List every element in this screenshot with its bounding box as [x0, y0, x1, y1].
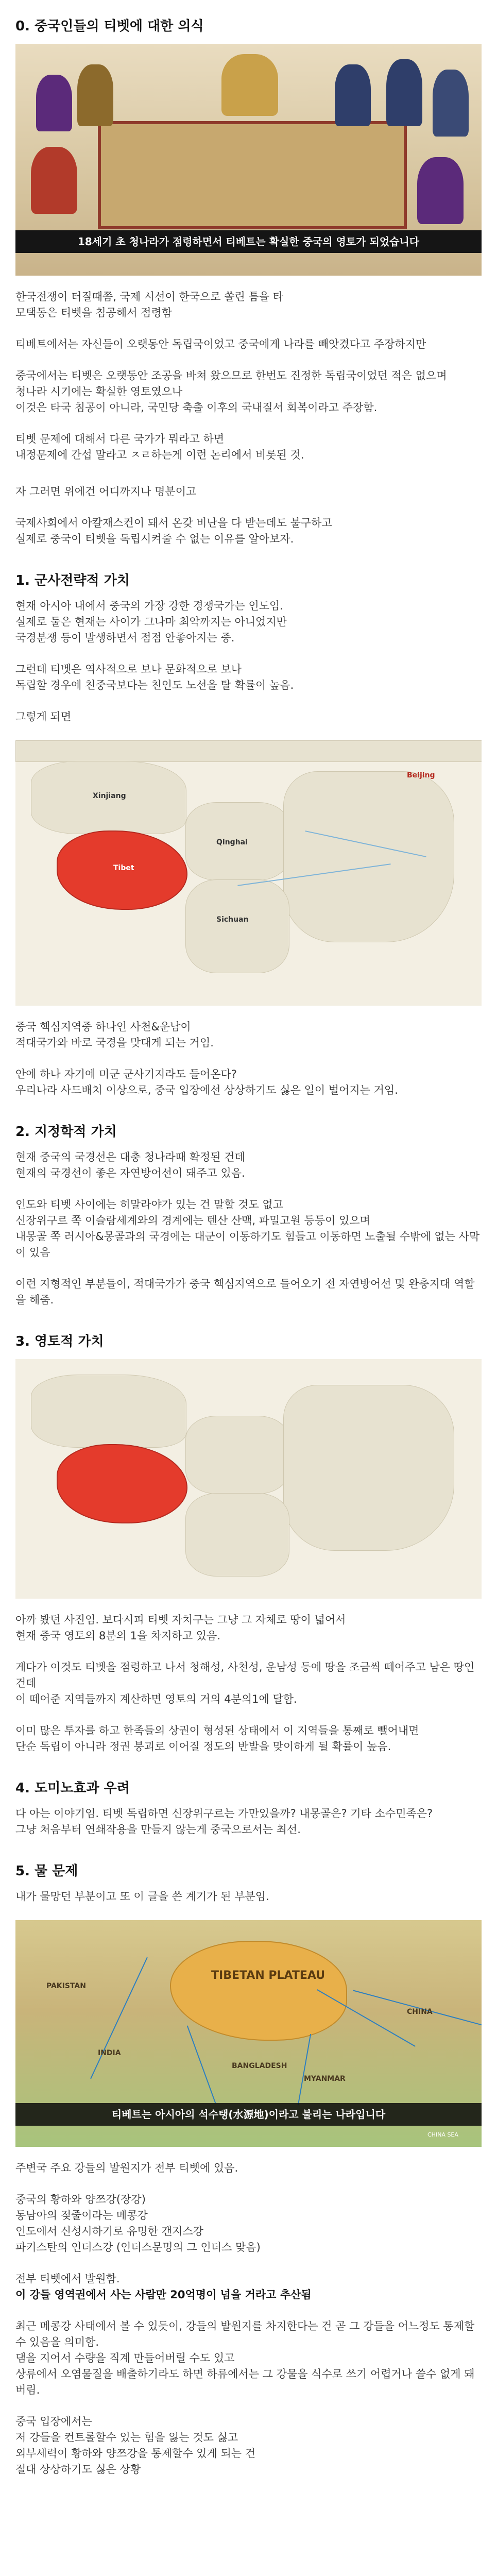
paragraph: 중국 입장에서는 저 강들을 컨트롤할수 있는 힘을 잃는 것도 싫고 외부세력이 황하와 양쯔강을 통제할수 있게 되는 건 절대 상상하기도 싫은 상황: [15, 2415, 256, 2476]
country-label: MYANMAR: [304, 2075, 346, 2083]
paragraph: 현재 아시아 내에서 중국의 가장 강한 경쟁국가는 인도임. 실제로 둘은 현재는 사이가 그나마 최악까지는 아니었지만 국경분쟁 등이 발생하면서 점점 안좋아지는 중.: [15, 600, 287, 644]
sea-label: CHINA SEA: [427, 2131, 458, 2138]
map-region-xinjiang: [31, 1375, 186, 1448]
china-tibet-map-2: [15, 1359, 482, 1599]
painting-figure: [31, 147, 77, 214]
painting-figure: [36, 75, 72, 131]
plateau-label: TIBETAN PLATEAU: [211, 1969, 325, 1982]
painting-figure: [335, 64, 371, 126]
paragraph: 안에 하나 자기에 미군 군사기지라도 들어온다? 우리나라 사드배치 이상으로, 중국 입장에선 상상하기도 싫은 일이 벌어지는 거임.: [15, 1068, 398, 1096]
map-region-sichuan: [185, 879, 289, 973]
paragraph: 주변국 주요 강들의 발원지가 전부 티벳에 있음.: [15, 2162, 238, 2174]
paragraph: 중국 핵심지역중 하나인 사천&운남이 적대국가와 바로 국경을 맞대게 되는 거임.: [15, 1021, 214, 1049]
paragraph: 그런데 티벳은 역사적으로 보나 문화적으로 보나 독립할 경우에 친중국보다는 친인도 노선을 탈 확률이 높음.: [15, 663, 294, 691]
country-label: INDIA: [98, 2049, 121, 2057]
map-region-east: [283, 1385, 454, 1551]
map-region-qinghai: [185, 1416, 289, 1494]
painting-figure: [221, 54, 278, 116]
map-region: [15, 740, 482, 762]
paragraph: 중국에서는 티벳은 오랫동안 조공을 바쳐 왔으므로 한번도 진정한 독립국이었던 적은 없으며 청나라 시기에는 확실한 영토였으나 이것은 타국 침공이 아니라, 국민당 축출 이후의 국내질서 회복이라고 주장함.: [15, 369, 447, 414]
painting-figure: [77, 64, 113, 126]
country-label: CHINA: [407, 2008, 433, 2016]
section-0-title: 0. 중국인들의 티벳에 대한 의식: [15, 19, 204, 34]
paragraph: 이미 많은 투자를 하고 한족들의 상권이 형성된 상태에서 이 지역들을 통째로 뺄어내면 단순 독립이 아니라 정권 붕괴로 이어질 정도의 반발을 맞이하게 될 확률이 높음.: [15, 1724, 419, 1753]
section-2-title: 2. 지정학적 가치: [15, 1124, 117, 1140]
paragraph-emphasis: 이 강들 영역권에서 사는 사람만 20억명이 넘을 거라고 추산됨: [15, 2289, 312, 2301]
paragraph: 티베트에서는 자신들이 오랫동안 독립국이었고 중국에게 나라를 빼앗겼다고 주장하지만: [15, 338, 426, 350]
painting-figure: [433, 70, 469, 137]
map-label: Qinghai: [216, 838, 248, 846]
painting-caption: [15, 230, 482, 253]
paragraph: 인도와 티벳 사이에는 히말라야가 있는 건 말할 것도 없고 신장위구르 쪽 이슬람세계와의 경계에는 텐산 산맥, 파밀고원 등등이 있으며 내몽골 쪽 러시아&몽골과의 국경에는 대군이 이동하기도 힘들고 이동하면 노출될 수밖에 없는 사막이 있음: [15, 1198, 480, 1259]
paragraph: 게다가 이것도 티벳을 점령하고 나서 청해성, 사천성, 운남성 등에 땅을 조금씩 떼어주고 남은 땅인건데 이 떼어준 지역들까지 계산하면 영토의 거의 4분의1에 달함.: [15, 1661, 475, 1705]
painting-figure: [386, 59, 422, 126]
paragraph: 자 그러면 위에건 어디까지나 명분이고: [15, 485, 197, 498]
river-line: [90, 1957, 148, 2079]
tibetan-plateau-rivers-map: [15, 1920, 482, 2147]
river-line: [298, 2034, 311, 2105]
qing-court-painting: [15, 44, 482, 276]
map-tibet-highlight: [57, 1444, 187, 1523]
painting-figure: [417, 157, 464, 224]
paragraph: 그렇게 되면: [15, 710, 72, 723]
section-3-title: 3. 영토적 가치: [15, 1334, 104, 1349]
china-tibet-map: [15, 740, 482, 1006]
paragraph: 전부 티벳에서 발원함.: [15, 2273, 120, 2285]
map-label: Sichuan: [216, 916, 249, 924]
painting-rug: [98, 121, 407, 229]
map-label: Beijing: [407, 771, 435, 779]
map-label: Tibet: [113, 864, 134, 872]
paragraph: 이런 지형적인 부분들이, 적대국가가 중국 핵심지역으로 들어오기 전 자연방어선 및 완충지대 역할을 해줌.: [15, 1278, 475, 1306]
river-line: [187, 2025, 216, 2103]
map-region-sichuan: [185, 1493, 289, 1577]
country-label: BANGLADESH: [232, 2062, 287, 2070]
map-label: Xinjiang: [93, 792, 126, 800]
paragraph: 최근 메콩강 사태에서 볼 수 있듯이, 강들의 발원지를 차지한다는 건 곧 그 강들을 어느정도 통제할 수 있음을 의미함. 댐을 지어서 수량을 직계 만들어버릴 수도 있고 상류에서 오염물질을 배출하기라도 하면 하류에서는 그 강물을 식수로 쓰기 어렵거나 쓸수 없게 돼버림.: [15, 2320, 475, 2396]
paragraph: 티벳 문제에 대해서 다른 국가가 뭐라고 하면 내정문제에 간섭 말라고 ㅈㄹ하는게 이런 논리에서 비롯된 것.: [15, 433, 304, 461]
country-label: PAKISTAN: [46, 1982, 86, 1990]
section-4-title: 4. 도미노효과 우려: [15, 1781, 130, 1796]
paragraph: 한국전쟁이 터질때쯤, 국제 시선이 한국으로 쏠린 틈을 타 모택동은 티벳을 침공해서 점령함: [15, 291, 283, 319]
section-1-title: 1. 군사전략적 가치: [15, 573, 130, 588]
paragraph: 다 아는 이야기임. 티벳 독립하면 신장위구르는 가만있을까? 내몽골은? 기타 소수민족은? 그냥 처음부터 연쇄작용을 만들지 않는게 중국으로서는 최선.: [15, 1807, 433, 1836]
rivers-map-caption: [15, 2103, 482, 2126]
rivers-map-caption-text: 티베트는 아시아의 석수탱(水源地)이라고 불리는 나라입니다: [111, 2108, 386, 2121]
section-5-title: 5. 물 문제: [15, 1863, 78, 1879]
paragraph: 내가 물망던 부분이고 또 이 글을 쓴 계기가 된 부분임.: [15, 1890, 269, 1903]
paragraph: 현재 중국의 국경선은 대충 청나라때 확정된 건데 현재의 국경선이 좋은 자연방어선이 돼주고 있음.: [15, 1151, 245, 1179]
paragraph: 중국의 황하와 양쯔강(장강) 동남아의 젖줄이라는 메콩강 인도에서 신성시하기로 유명한 갠지스강 파키스탄의 인더스강 (인더스문명의 그 인더스 맞음): [15, 2193, 261, 2253]
painting-caption-text: 18세기 초 청나라가 점령하면서 티베트는 확실한 중국의 영토가 되었습니다: [77, 235, 420, 248]
paragraph: 아까 봤던 사진임. 보다시피 티벳 자치구는 그냥 그 자체로 땅이 넓어서 현재 중국 영토의 8분의 1을 차지하고 있음.: [15, 1614, 346, 1642]
paragraph: 국제사회에서 아칼재스컨이 돼서 온갖 비난을 다 받는데도 불구하고 실제로 중국이 티벳을 독립시켜줄 수 없는 이유를 알아보자.: [15, 517, 332, 545]
map-region-east: [283, 771, 454, 942]
